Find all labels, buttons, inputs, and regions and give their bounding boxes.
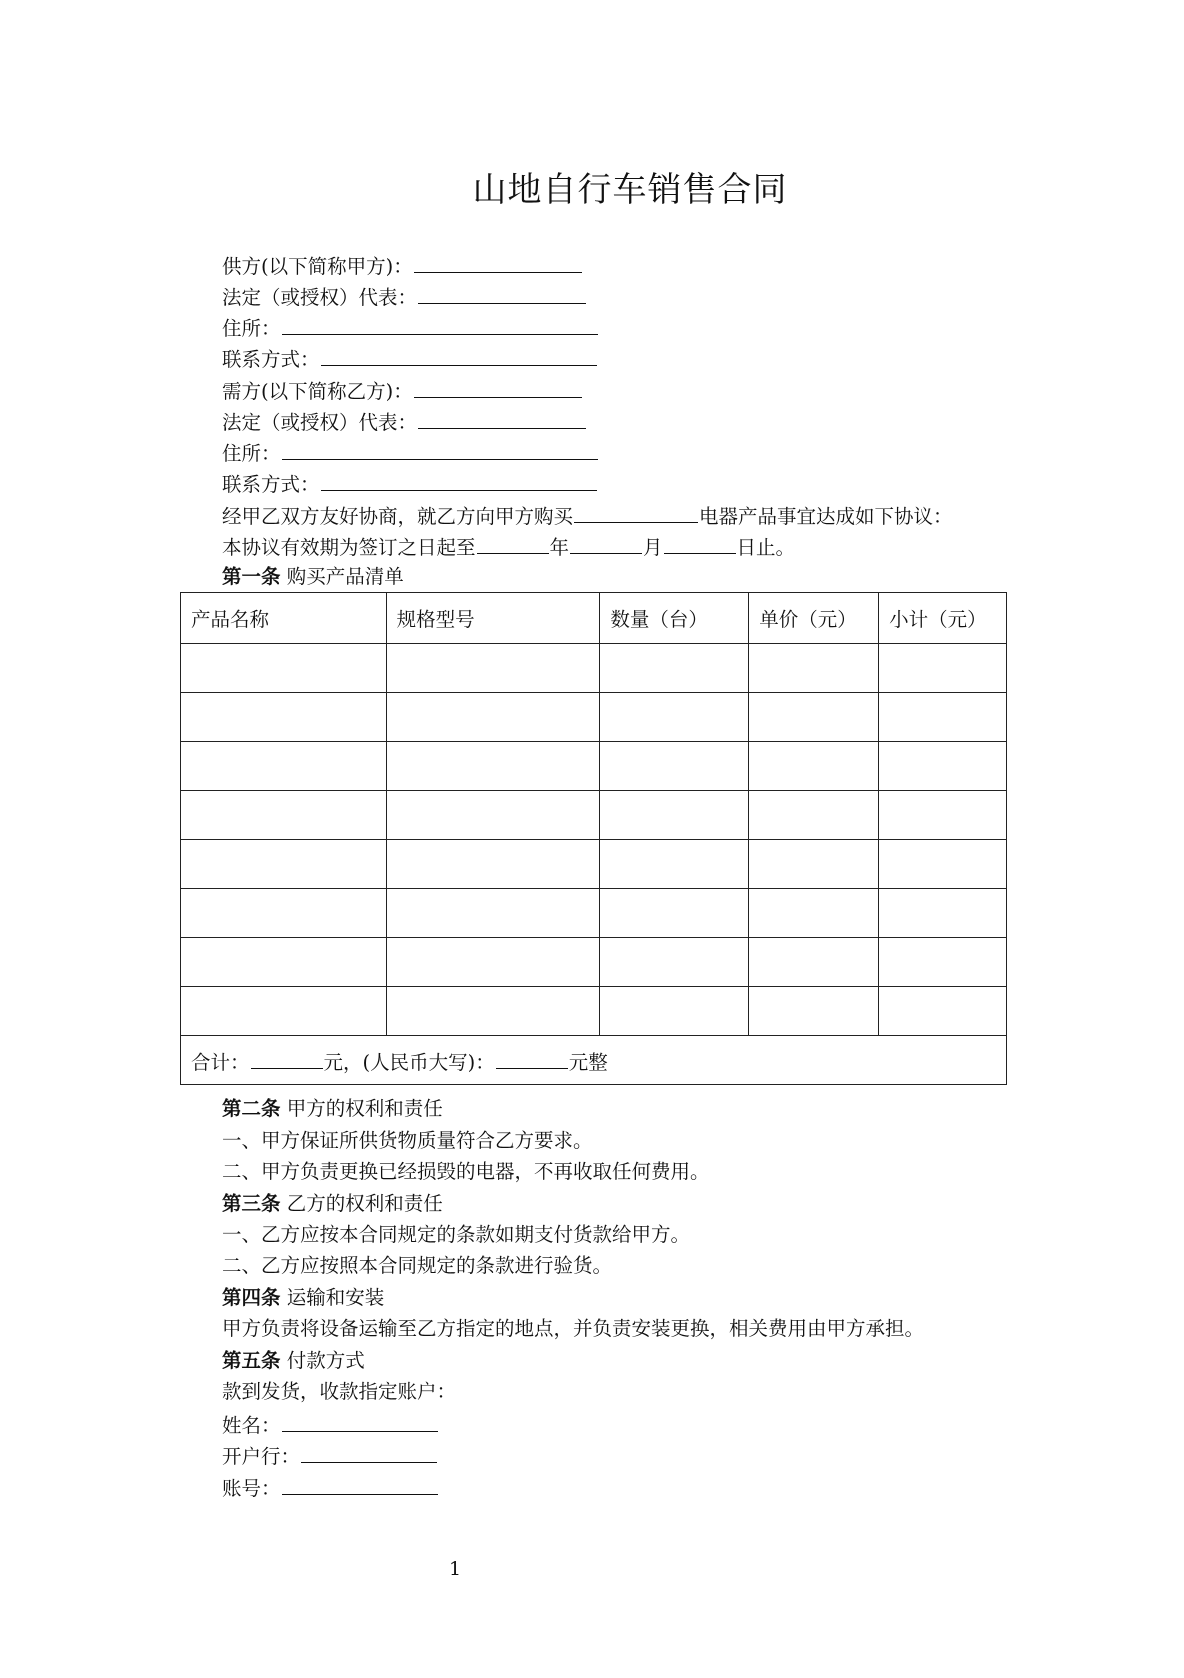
table-cell[interactable] (181, 840, 387, 889)
table-cell[interactable] (879, 840, 1007, 889)
table-cell[interactable] (749, 938, 879, 987)
article3-item-2: 二、乙方应按照本合同规定的条款进行验货。 (222, 1254, 613, 1277)
table-row (181, 987, 1007, 1036)
header-spec-model: 规格型号 (386, 593, 600, 644)
table-cell[interactable] (749, 987, 879, 1036)
buyer-rep-label: 法定（或授权）代表： (222, 411, 418, 434)
supplier-rep-line (222, 281, 587, 311)
table-cell[interactable] (600, 644, 749, 693)
header-product-name: 产品名称 (181, 593, 387, 644)
bank-line (222, 1440, 438, 1470)
table-row (181, 791, 1007, 840)
account-number-line (222, 1472, 439, 1502)
article5-title: 付款方式 (286, 1349, 365, 1372)
year-label: 年 (549, 536, 570, 559)
table-cell[interactable] (879, 742, 1007, 791)
supplier-label: 供方(以下简称甲方)： (222, 255, 413, 278)
table-cell[interactable] (879, 987, 1007, 1036)
table-cell[interactable] (600, 889, 749, 938)
bank-label: 开户行： (222, 1445, 301, 1468)
agreement-intro (222, 500, 953, 530)
table-cell[interactable] (600, 791, 749, 840)
supplier-rep-blank[interactable] (418, 281, 586, 304)
table-row (181, 938, 1007, 987)
supplier-contact-blank[interactable] (321, 343, 597, 366)
bank-blank[interactable] (301, 1440, 437, 1463)
article2-title: 甲方的权利和责任 (286, 1097, 443, 1120)
article3-title: 乙方的权利和责任 (286, 1192, 443, 1215)
page-title: 山地自行车销售合同 (472, 170, 788, 210)
account-number-label: 账号： (222, 1477, 281, 1500)
table-cell[interactable] (600, 840, 749, 889)
article1-title: 购买产品清单 (286, 565, 404, 588)
table-cell[interactable] (181, 938, 387, 987)
table-cell[interactable] (181, 693, 387, 742)
total-amount-blank[interactable] (251, 1046, 323, 1069)
table-cell[interactable] (181, 791, 387, 840)
table-cell[interactable] (386, 791, 600, 840)
buyer-contact-line (222, 468, 598, 498)
article3-number: 第三条 (222, 1192, 281, 1215)
table-cell[interactable] (749, 791, 879, 840)
table-row (181, 644, 1007, 693)
account-name-line (222, 1409, 439, 1439)
table-cell[interactable] (181, 742, 387, 791)
supplier-address-line (222, 312, 599, 342)
article4-text: 甲方负责将设备运输至乙方指定的地点，并负责安装更换，相关费用由甲方承担。 (222, 1317, 925, 1340)
article2-heading (222, 1094, 443, 1124)
total-end-label: 元整 (568, 1050, 608, 1074)
total-rmb-label: 元，(人民币大写)： (323, 1050, 495, 1074)
page-number: 1 (448, 1558, 462, 1580)
table-cell[interactable] (600, 742, 749, 791)
total-rmb-blank[interactable] (496, 1046, 568, 1069)
table-cell[interactable] (879, 791, 1007, 840)
table-cell[interactable] (600, 693, 749, 742)
article2-item-1: 一、甲方保证所供货物质量符合乙方要求。 (222, 1129, 593, 1152)
table-cell[interactable] (879, 693, 1007, 742)
buyer-line (222, 375, 583, 405)
article4-number: 第四条 (222, 1286, 281, 1309)
table-row (181, 693, 1007, 742)
table-cell[interactable] (386, 840, 600, 889)
table-cell[interactable] (749, 644, 879, 693)
table-cell[interactable] (600, 987, 749, 1036)
year-blank[interactable] (477, 531, 549, 554)
table-row (181, 742, 1007, 791)
table-cell[interactable] (386, 693, 600, 742)
table-cell[interactable] (386, 644, 600, 693)
intro-text-b: 电器产品事宜达成如下协议： (699, 505, 953, 528)
supplier-rep-label: 法定（或授权）代表： (222, 286, 418, 309)
article2-number: 第二条 (222, 1097, 281, 1120)
intro-text-a: 经甲乙双方友好协商，就乙方向甲方购买 (222, 505, 574, 528)
table-cell[interactable] (386, 742, 600, 791)
validity-line (222, 531, 795, 561)
article4-heading (222, 1283, 384, 1313)
table-cell[interactable] (181, 987, 387, 1036)
table-row (181, 840, 1007, 889)
article2-item-2: 二、甲方负责更换已经损毁的电器，不再收取任何费用。 (222, 1160, 710, 1183)
table-row (181, 889, 1007, 938)
header-unit-price: 单价（元） (749, 593, 879, 644)
article5-text: 款到发货，收款指定账户： (222, 1380, 457, 1403)
article4-title: 运输和安装 (286, 1286, 385, 1309)
table-cell[interactable] (181, 889, 387, 938)
validity-text: 本协议有效期为签订之日起至 (222, 536, 476, 559)
table-cell[interactable] (386, 889, 600, 938)
table-cell[interactable] (600, 938, 749, 987)
buyer-contact-blank[interactable] (321, 468, 597, 491)
table-cell[interactable] (879, 889, 1007, 938)
supplier-line (222, 250, 583, 280)
table-cell[interactable] (749, 889, 879, 938)
table-cell[interactable] (749, 693, 879, 742)
buyer-label: 需方(以下简称乙方)： (222, 380, 413, 403)
article3-heading (222, 1189, 443, 1219)
buyer-contact-label: 联系方式： (222, 473, 320, 496)
buyer-rep-line (222, 406, 587, 436)
supplier-contact-label: 联系方式： (222, 348, 320, 371)
product-blank[interactable] (574, 500, 698, 523)
supplier-contact-line (222, 343, 598, 373)
table-cell[interactable] (749, 742, 879, 791)
month-blank[interactable] (570, 531, 642, 554)
header-quantity: 数量（台） (600, 593, 749, 644)
article3-item-1: 一、乙方应按本合同规定的条款如期支付货款给甲方。 (222, 1223, 691, 1246)
account-number-blank[interactable] (282, 1472, 438, 1495)
article5-number: 第五条 (222, 1349, 281, 1372)
buyer-address-blank[interactable] (282, 437, 598, 460)
table-cell[interactable] (749, 840, 879, 889)
table-total-row (181, 1036, 1007, 1085)
month-label: 月 (643, 536, 663, 559)
supplier-address-blank[interactable] (282, 312, 598, 335)
supplier-address-label: 住所： (222, 317, 281, 340)
buyer-rep-blank[interactable] (418, 406, 586, 429)
day-blank[interactable] (664, 531, 736, 554)
total-cell (181, 1036, 1007, 1085)
table-cell[interactable] (386, 987, 600, 1036)
product-table (180, 592, 1007, 1085)
table-cell[interactable] (386, 938, 600, 987)
account-name-label: 姓名： (222, 1414, 281, 1437)
table-cell[interactable] (181, 644, 387, 693)
day-label: 日止。 (736, 536, 796, 559)
table-header-row (181, 593, 1007, 644)
buyer-address-line (222, 437, 599, 467)
article1-heading (222, 562, 404, 592)
table-cell[interactable] (879, 938, 1007, 987)
table-cell[interactable] (879, 644, 1007, 693)
buyer-address-label: 住所： (222, 442, 281, 465)
header-subtotal: 小计（元） (879, 593, 1007, 644)
buyer-blank[interactable] (414, 375, 582, 398)
article1-number: 第一条 (222, 565, 281, 588)
supplier-blank[interactable] (414, 250, 582, 273)
article5-heading (222, 1346, 365, 1376)
account-name-blank[interactable] (282, 1409, 438, 1432)
total-label: 合计： (191, 1050, 250, 1074)
